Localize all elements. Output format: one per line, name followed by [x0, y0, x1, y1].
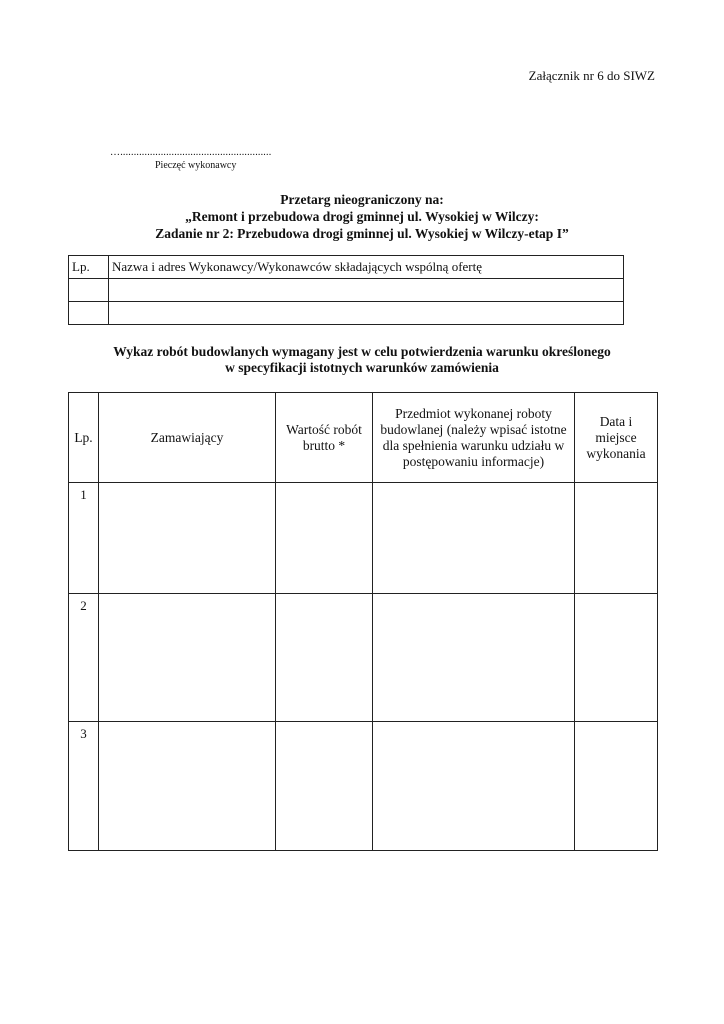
- date-place-cell[interactable]: [575, 483, 658, 594]
- works-heading-line-2: w specyfikacji istotnych warunków zamówienia: [225, 360, 499, 375]
- works-col-value: Wartość robót brutto *: [276, 393, 373, 483]
- contractor-table-row: [69, 302, 624, 325]
- value-cell[interactable]: [276, 483, 373, 594]
- client-cell[interactable]: [99, 483, 276, 594]
- row-number: 2: [69, 594, 99, 722]
- heading-line-2: „Remont i przebudowa drogi gminnej ul. Wysokiej w Wilczy:: [185, 209, 539, 224]
- table-row: [69, 594, 658, 722]
- contractor-table-row: [69, 279, 624, 302]
- subject-cell[interactable]: [373, 594, 575, 722]
- contractor-col-name: Nazwa i adres Wykonawcy/Wykonawców składających wspólną ofertę: [109, 256, 624, 279]
- contractor-table: [68, 255, 624, 325]
- row-number: 1: [69, 483, 99, 594]
- table-row: [69, 483, 658, 594]
- contractor-row-lp-cell[interactable]: [69, 279, 109, 302]
- works-table: [68, 392, 658, 851]
- attachment-label: Załącznik nr 6 do SIWZ: [528, 68, 655, 83]
- contractor-table-header: [69, 256, 624, 279]
- table-row: [69, 722, 658, 851]
- subject-cell[interactable]: [373, 722, 575, 851]
- value-cell[interactable]: [276, 722, 373, 851]
- client-cell[interactable]: [99, 594, 276, 722]
- stamp-dotted-line: …........................................................: [110, 147, 272, 158]
- heading-line-1: Przetarg nieograniczony na:: [280, 192, 444, 207]
- works-col-date-place: Data i miejsce wykonania: [575, 393, 658, 483]
- date-place-cell[interactable]: [575, 722, 658, 851]
- stamp-label: Pieczęć wykonawcy: [155, 160, 237, 171]
- works-heading: [0, 344, 724, 376]
- date-place-cell[interactable]: [575, 594, 658, 722]
- value-cell[interactable]: [276, 594, 373, 722]
- works-table-header: [69, 393, 658, 483]
- contractor-row-name-cell[interactable]: [109, 302, 624, 325]
- contractor-row-lp-cell[interactable]: [69, 302, 109, 325]
- works-col-lp: Lp.: [69, 393, 99, 483]
- heading-line-3: Zadanie nr 2: Przebudowa drogi gminnej ul. Wysokiej w Wilczy-etap I”: [155, 226, 569, 241]
- works-col-subject: Przedmiot wykonanej roboty budowlanej (należy wpisać istotne dla spełnienia warunku udziału w postępowaniu informacje): [373, 393, 575, 483]
- client-cell[interactable]: [99, 722, 276, 851]
- works-col-client: Zamawiający: [99, 393, 276, 483]
- subject-cell[interactable]: [373, 483, 575, 594]
- contractor-row-name-cell[interactable]: [109, 279, 624, 302]
- row-number: 3: [69, 722, 99, 851]
- works-heading-line-1: Wykaz robót budowlanych wymagany jest w celu potwierdzenia warunku określonego: [113, 344, 611, 359]
- tender-heading: [0, 191, 724, 242]
- contractor-col-lp: Lp.: [69, 256, 109, 279]
